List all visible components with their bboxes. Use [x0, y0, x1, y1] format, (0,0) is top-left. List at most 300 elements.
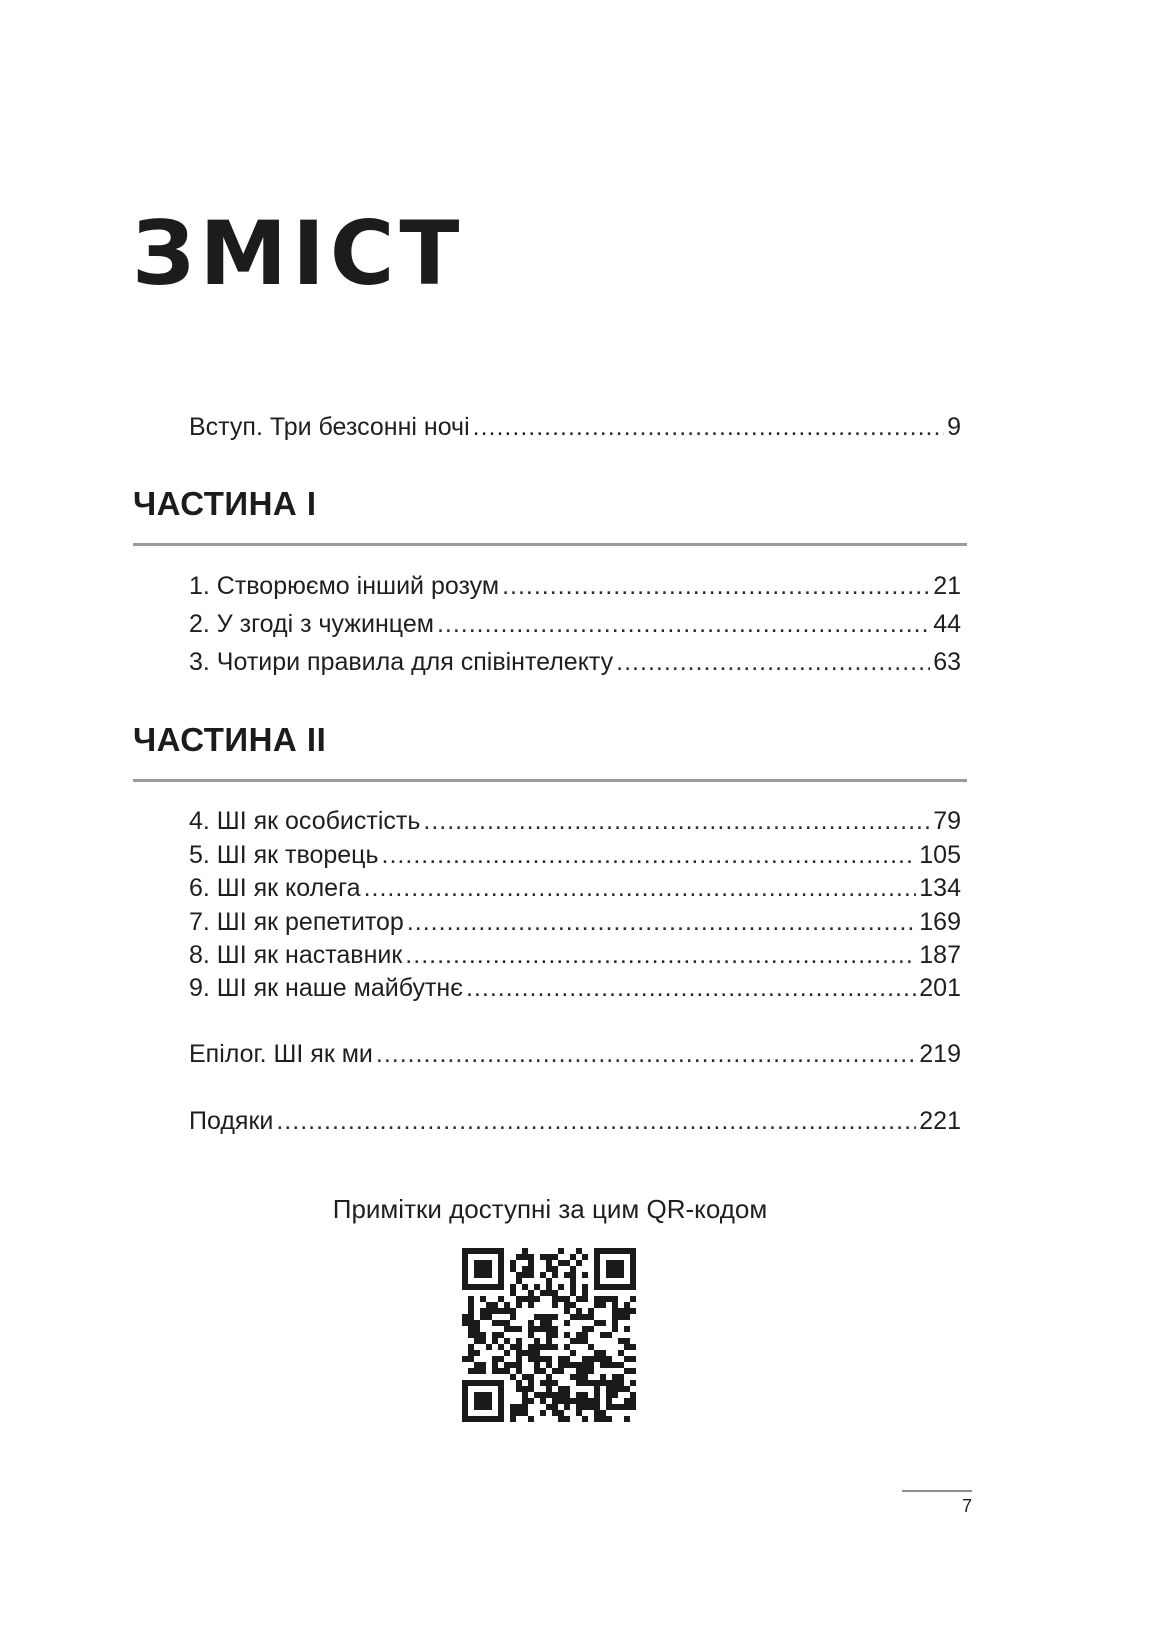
qr-module	[564, 1362, 570, 1368]
qr-module	[474, 1368, 480, 1374]
qr-module	[474, 1380, 480, 1386]
qr-module	[474, 1332, 480, 1338]
qr-module	[606, 1398, 612, 1404]
qr-module	[630, 1308, 636, 1314]
qr-module	[618, 1266, 624, 1272]
qr-module	[612, 1284, 618, 1290]
qr-module	[462, 1404, 468, 1410]
footer-divider	[902, 1490, 972, 1492]
qr-module	[516, 1386, 522, 1392]
qr-module	[618, 1260, 624, 1266]
qr-module	[624, 1404, 630, 1410]
qr-module	[570, 1266, 576, 1272]
qr-module	[468, 1416, 474, 1422]
qr-module	[468, 1368, 474, 1374]
qr-module	[576, 1314, 582, 1320]
qr-module	[468, 1314, 474, 1320]
qr-module	[504, 1368, 510, 1374]
qr-module	[528, 1296, 534, 1302]
qr-module	[594, 1380, 600, 1386]
qr-module	[504, 1326, 510, 1332]
qr-module	[510, 1266, 516, 1272]
qr-module	[546, 1278, 552, 1284]
qr-module	[564, 1308, 570, 1314]
dot-leader	[616, 646, 930, 678]
qr-module	[558, 1386, 564, 1392]
qr-module	[492, 1356, 498, 1362]
dot-leader	[405, 939, 916, 971]
qr-module	[534, 1392, 540, 1398]
qr-module	[468, 1380, 474, 1386]
qr-module	[570, 1350, 576, 1356]
toc-entry-chapter-8[interactable]	[189, 939, 961, 971]
qr-module	[576, 1368, 582, 1374]
qr-module	[564, 1356, 570, 1362]
dot-leader	[423, 805, 930, 837]
qr-module	[600, 1356, 606, 1362]
toc-entry-page: 79	[933, 807, 961, 835]
qr-module	[522, 1410, 528, 1416]
qr-module	[582, 1368, 588, 1374]
qr-module	[474, 1260, 480, 1266]
qr-module	[612, 1266, 618, 1272]
qr-module	[618, 1314, 624, 1320]
qr-module	[474, 1266, 480, 1272]
qr-module	[462, 1284, 468, 1290]
qr-module	[618, 1362, 624, 1368]
qr-module	[540, 1410, 546, 1416]
qr-module	[558, 1410, 564, 1416]
qr-module	[588, 1314, 594, 1320]
qr-module	[564, 1302, 570, 1308]
qr-module	[576, 1308, 582, 1314]
qr-module	[474, 1362, 480, 1368]
qr-module	[462, 1386, 468, 1392]
qr-module	[570, 1398, 576, 1404]
toc-entry-label: 8. ШІ як наставник	[189, 941, 403, 969]
qr-module	[594, 1350, 600, 1356]
qr-module	[492, 1368, 498, 1374]
toc-entry-epilogue[interactable]	[189, 1038, 961, 1070]
dot-leader	[473, 411, 944, 443]
qr-module	[558, 1284, 564, 1290]
qr-module	[618, 1272, 624, 1278]
qr-module	[552, 1266, 558, 1272]
qr-module	[498, 1284, 504, 1290]
qr-module	[570, 1290, 576, 1296]
qr-module	[594, 1302, 600, 1308]
qr-module	[588, 1380, 594, 1386]
dot-leader	[376, 1038, 916, 1070]
qr-module	[594, 1266, 600, 1272]
qr-module	[546, 1344, 552, 1350]
toc-entry-chapter-2[interactable]	[189, 608, 961, 640]
qr-module	[492, 1332, 498, 1338]
qr-module	[588, 1356, 594, 1362]
qr-module	[606, 1332, 612, 1338]
qr-module	[558, 1368, 564, 1374]
qr-module	[468, 1296, 474, 1302]
qr-module	[582, 1404, 588, 1410]
qr-module	[492, 1416, 498, 1422]
qr-module	[594, 1398, 600, 1404]
qr-module	[546, 1254, 552, 1260]
qr-module	[492, 1248, 498, 1254]
qr-module	[564, 1386, 570, 1392]
qr-module	[564, 1398, 570, 1404]
qr-module	[624, 1416, 630, 1422]
qr-module	[534, 1284, 540, 1290]
page-number: 7	[961, 1496, 972, 1516]
qr-module	[540, 1368, 546, 1374]
qr-module	[516, 1302, 522, 1308]
toc-entry-page: 9	[947, 413, 961, 441]
qr-module	[582, 1314, 588, 1320]
qr-module	[522, 1248, 528, 1254]
qr-module	[570, 1278, 576, 1284]
qr-module	[498, 1260, 504, 1266]
part-1-title: ЧАСТИНА I	[133, 485, 317, 522]
qr-module	[552, 1404, 558, 1410]
qr-module	[504, 1362, 510, 1368]
qr-module	[510, 1374, 516, 1380]
qr-module	[624, 1356, 630, 1362]
qr-module	[624, 1308, 630, 1314]
qr-module	[624, 1368, 630, 1374]
qr-module	[546, 1326, 552, 1332]
qr-module	[558, 1398, 564, 1404]
qr-module	[528, 1320, 534, 1326]
qr-module	[462, 1314, 468, 1320]
toc-entry-label: 3. Чотири правила для співінтелекту	[189, 648, 614, 676]
qr-module	[510, 1260, 516, 1266]
qr-module	[504, 1350, 510, 1356]
qr-module	[462, 1278, 468, 1284]
qr-module	[588, 1404, 594, 1410]
qr-module	[600, 1332, 606, 1338]
qr-module	[600, 1284, 606, 1290]
qr-module	[576, 1362, 582, 1368]
qr-module	[576, 1338, 582, 1344]
qr-module	[630, 1380, 636, 1386]
qr-module	[546, 1380, 552, 1386]
qr-module	[528, 1326, 534, 1332]
qr-module	[618, 1404, 624, 1410]
qr-module	[606, 1266, 612, 1272]
qr-module	[528, 1266, 534, 1272]
qr-module	[534, 1344, 540, 1350]
qr-module	[600, 1374, 606, 1380]
qr-module	[510, 1314, 516, 1320]
qr-module	[510, 1410, 516, 1416]
toc-entry-label: 6. ШІ як колега	[189, 874, 361, 902]
qr-module	[564, 1272, 570, 1278]
qr-module	[498, 1356, 504, 1362]
qr-module	[486, 1380, 492, 1386]
toc-entry-chapter-9[interactable]	[189, 972, 961, 1004]
qr-module	[540, 1380, 546, 1386]
qr-module	[480, 1380, 486, 1386]
qr-module	[600, 1248, 606, 1254]
qr-module	[480, 1272, 486, 1278]
qr-module	[462, 1272, 468, 1278]
qr-module	[498, 1380, 504, 1386]
qr-module	[534, 1356, 540, 1362]
qr-module	[558, 1392, 564, 1398]
qr-module	[528, 1302, 534, 1308]
qr-module	[600, 1416, 606, 1422]
toc-entry-chapter-5[interactable]	[189, 839, 961, 871]
qr-module	[528, 1350, 534, 1356]
qr-module	[528, 1380, 534, 1386]
qr-module	[480, 1332, 486, 1338]
toc-entry-page: 169	[919, 908, 961, 936]
qr-module	[534, 1350, 540, 1356]
qr-module	[498, 1416, 504, 1422]
qr-module	[624, 1326, 630, 1332]
qr-module	[462, 1260, 468, 1266]
toc-entry-page: 221	[919, 1107, 961, 1135]
qr-module	[468, 1284, 474, 1290]
qr-module	[570, 1314, 576, 1320]
qr-module	[576, 1398, 582, 1404]
qr-module	[624, 1338, 630, 1344]
qr-module	[498, 1368, 504, 1374]
part-2-title: ЧАСТИНА II	[133, 721, 327, 758]
qr-module	[462, 1356, 468, 1362]
qr-module	[600, 1320, 606, 1326]
toc-entry-acknowledgements[interactable]	[189, 1105, 961, 1137]
qr-module	[462, 1248, 468, 1254]
qr-module	[582, 1398, 588, 1404]
qr-module	[498, 1296, 504, 1302]
toc-entry-chapter-1[interactable]	[189, 570, 961, 602]
qr-module	[480, 1296, 486, 1302]
qr-module	[540, 1272, 546, 1278]
qr-module	[480, 1368, 486, 1374]
toc-entry-page: 63	[933, 648, 961, 676]
qr-module	[546, 1284, 552, 1290]
qr-module	[474, 1272, 480, 1278]
qr-module	[630, 1344, 636, 1350]
qr-module	[480, 1404, 486, 1410]
dot-leader	[437, 608, 930, 640]
qr-module	[498, 1272, 504, 1278]
qr-module	[612, 1248, 618, 1254]
qr-module	[630, 1368, 636, 1374]
qr-module	[618, 1308, 624, 1314]
qr-module	[594, 1272, 600, 1278]
qr-module	[462, 1320, 468, 1326]
toc-entry-chapter-3[interactable]	[189, 646, 961, 678]
qr-module	[510, 1404, 516, 1410]
qr-module	[504, 1320, 510, 1326]
qr-module	[576, 1332, 582, 1338]
qr-module	[540, 1314, 546, 1320]
qr-module	[516, 1296, 522, 1302]
qr-module	[594, 1248, 600, 1254]
qr-module	[564, 1260, 570, 1266]
qr-module	[606, 1356, 612, 1362]
qr-module	[528, 1254, 534, 1260]
toc-entry-chapter-4[interactable]	[189, 805, 961, 837]
qr-module	[612, 1386, 618, 1392]
qr-module	[624, 1398, 630, 1404]
qr-module	[462, 1254, 468, 1260]
qr-module	[516, 1350, 522, 1356]
qr-module	[498, 1320, 504, 1326]
qr-module	[570, 1272, 576, 1278]
qr-module	[522, 1296, 528, 1302]
qr-module	[558, 1356, 564, 1362]
qr-module	[612, 1302, 618, 1308]
qr-module	[546, 1386, 552, 1392]
dot-leader	[407, 906, 916, 938]
qr-module	[516, 1362, 522, 1368]
qr-module	[534, 1296, 540, 1302]
qr-module	[468, 1326, 474, 1332]
qr-module	[474, 1284, 480, 1290]
qr-module	[558, 1296, 564, 1302]
toc-entry-label: 2. У згоді з чужинцем	[189, 610, 434, 638]
qr-module	[594, 1254, 600, 1260]
qr-module	[534, 1314, 540, 1320]
qr-module	[516, 1278, 522, 1284]
qr-module	[612, 1392, 618, 1398]
qr-module	[516, 1338, 522, 1344]
qr-module	[528, 1416, 534, 1422]
qr-module	[564, 1296, 570, 1302]
qr-module	[480, 1392, 486, 1398]
qr-module	[480, 1398, 486, 1404]
qr-module	[600, 1380, 606, 1386]
qr-module	[498, 1410, 504, 1416]
qr-module	[528, 1398, 534, 1404]
qr-module	[570, 1284, 576, 1290]
qr-module	[552, 1332, 558, 1338]
qr-module	[492, 1362, 498, 1368]
qr-module	[516, 1326, 522, 1332]
qr-module	[486, 1284, 492, 1290]
toc-entry-label: Подяки	[189, 1107, 274, 1135]
dot-leader	[364, 872, 917, 904]
qr-module	[582, 1326, 588, 1332]
qr-module	[552, 1368, 558, 1374]
qr-module	[630, 1392, 636, 1398]
qr-module	[546, 1362, 552, 1368]
qr-module	[486, 1266, 492, 1272]
toc-entry-label: Епілог. ШІ як ми	[189, 1040, 373, 1068]
qr-module	[552, 1314, 558, 1320]
qr-module	[606, 1386, 612, 1392]
qr-module	[612, 1404, 618, 1410]
qr-module	[540, 1398, 546, 1404]
qr-module	[486, 1308, 492, 1314]
toc-entry-intro[interactable]	[189, 411, 961, 443]
qr-module	[552, 1254, 558, 1260]
qr-module	[630, 1248, 636, 1254]
qr-module	[594, 1284, 600, 1290]
qr-module	[594, 1296, 600, 1302]
qr-module	[582, 1362, 588, 1368]
qr-module	[612, 1320, 618, 1326]
qr-module	[498, 1266, 504, 1272]
toc-entry-page: 187	[919, 941, 961, 969]
qr-module	[546, 1404, 552, 1410]
qr-module	[612, 1326, 618, 1332]
qr-module	[576, 1410, 582, 1416]
qr-module	[522, 1272, 528, 1278]
qr-module	[564, 1320, 570, 1326]
qr-module	[594, 1356, 600, 1362]
qr-module	[492, 1338, 498, 1344]
dot-leader	[502, 570, 930, 602]
qr-module	[582, 1338, 588, 1344]
qr-module	[510, 1308, 516, 1314]
qr-module	[570, 1338, 576, 1344]
qr-module	[630, 1272, 636, 1278]
dot-leader	[466, 972, 916, 1004]
qr-module	[528, 1290, 534, 1296]
qr-module	[462, 1398, 468, 1404]
qr-module	[528, 1374, 534, 1380]
qr-module	[540, 1254, 546, 1260]
qr-module	[516, 1272, 522, 1278]
qr-module	[510, 1344, 516, 1350]
qr-module	[618, 1284, 624, 1290]
qr-module	[552, 1272, 558, 1278]
qr-module	[552, 1410, 558, 1416]
qr-module	[498, 1254, 504, 1260]
qr-module	[534, 1362, 540, 1368]
qr-module	[582, 1290, 588, 1296]
qr-module	[522, 1266, 528, 1272]
toc-entry-chapter-7[interactable]	[189, 906, 961, 938]
qr-module	[540, 1392, 546, 1398]
qr-module	[480, 1314, 486, 1320]
qr-module	[630, 1284, 636, 1290]
qr-module	[474, 1404, 480, 1410]
qr-code[interactable]	[462, 1248, 636, 1422]
toc-entry-chapter-6[interactable]	[189, 872, 961, 904]
qr-module	[522, 1404, 528, 1410]
qr-module	[564, 1344, 570, 1350]
toc-entry-page: 44	[933, 610, 961, 638]
qr-module	[612, 1374, 618, 1380]
qr-module	[498, 1398, 504, 1404]
qr-module	[600, 1410, 606, 1416]
qr-module	[474, 1398, 480, 1404]
qr-module	[462, 1380, 468, 1386]
qr-module	[624, 1302, 630, 1308]
toc-entry-label: 9. ШІ як наше майбутнє	[189, 974, 463, 1002]
qr-caption: Примітки доступні за цим QR-кодом	[332, 1194, 768, 1224]
qr-module	[534, 1326, 540, 1332]
qr-module	[618, 1350, 624, 1356]
qr-module	[468, 1308, 474, 1314]
qr-module	[516, 1344, 522, 1350]
qr-module	[618, 1374, 624, 1380]
qr-module	[576, 1374, 582, 1380]
qr-module	[564, 1392, 570, 1398]
qr-module	[546, 1392, 552, 1398]
toc-entry-page: 219	[919, 1040, 961, 1068]
qr-module	[468, 1344, 474, 1350]
qr-module	[528, 1386, 534, 1392]
qr-module	[474, 1320, 480, 1326]
qr-module	[582, 1356, 588, 1362]
qr-module	[468, 1350, 474, 1356]
